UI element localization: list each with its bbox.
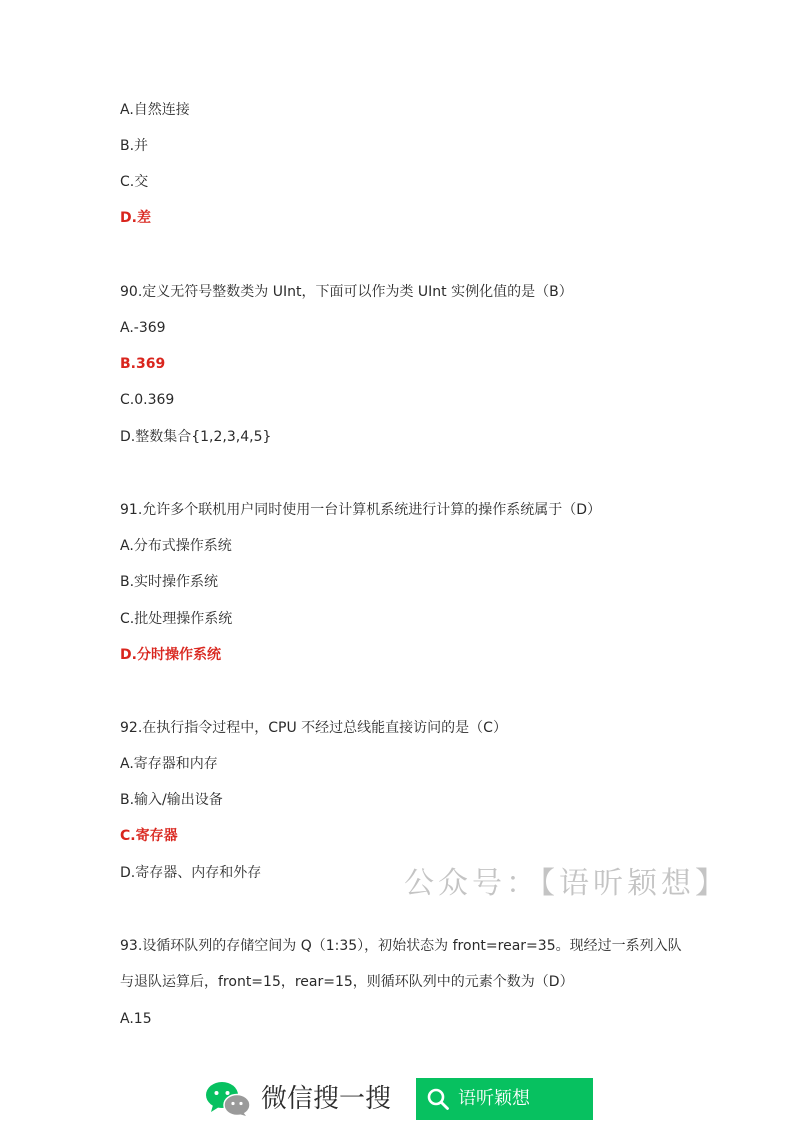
wechat-search-text: 微信搜一搜 bbox=[261, 1084, 392, 1114]
option-93-a: A.15 bbox=[120, 1011, 152, 1027]
option-90-a: A.-369 bbox=[120, 320, 166, 336]
option-92-b: B.输入/输出设备 bbox=[120, 792, 223, 808]
option-90-c: C.0.369 bbox=[120, 392, 175, 408]
wechat-icon bbox=[205, 1081, 251, 1117]
option-89-a: A.自然连接 bbox=[120, 102, 190, 118]
option-91-a: A.分布式操作系统 bbox=[120, 538, 232, 554]
question-91-stem: 91.允许多个联机用户同时使用一台计算机系统进行计算的操作系统属于（D） bbox=[120, 502, 602, 518]
search-icon bbox=[426, 1087, 450, 1111]
wechat-search-banner bbox=[205, 1078, 595, 1120]
option-92-c-answer: C.寄存器 bbox=[120, 828, 178, 844]
option-90-b-answer: B.369 bbox=[120, 356, 166, 372]
option-91-d-answer: D.分时操作系统 bbox=[120, 647, 221, 663]
question-92-stem: 92.在执行指令过程中，CPU 不经过总线能直接访问的是（C） bbox=[120, 720, 507, 736]
question-93-stem-line-2: 与退队运算后，front=15，rear=15，则循环队列中的元素个数为（D） bbox=[120, 974, 574, 990]
option-92-a: A.寄存器和内存 bbox=[120, 756, 218, 772]
watermark: 公众号：【语听颖想】 bbox=[404, 866, 729, 901]
option-92-d: D.寄存器、内存和外存 bbox=[120, 865, 262, 881]
option-89-c: C.交 bbox=[120, 174, 149, 190]
question-90-stem: 90.定义无符号整数类为 UInt，下面可以作为类 UInt 实例化值的是（B） bbox=[120, 284, 573, 300]
option-90-d: D.整数集合{1,2,3,4,5} bbox=[120, 429, 272, 445]
search-pill[interactable] bbox=[416, 1078, 593, 1120]
option-89-b: B.并 bbox=[120, 138, 149, 154]
question-93-stem-line-1: 93.设循环队列的存储空间为 Q（1:35），初始状态为 front=rear=35。现经过一系列入队 bbox=[120, 938, 682, 954]
option-91-c: C.批处理操作系统 bbox=[120, 611, 233, 627]
option-91-b: B.实时操作系统 bbox=[120, 574, 219, 590]
option-89-d-answer: D.差 bbox=[120, 210, 151, 226]
search-pill-label: 语听颖想 bbox=[458, 1088, 530, 1109]
